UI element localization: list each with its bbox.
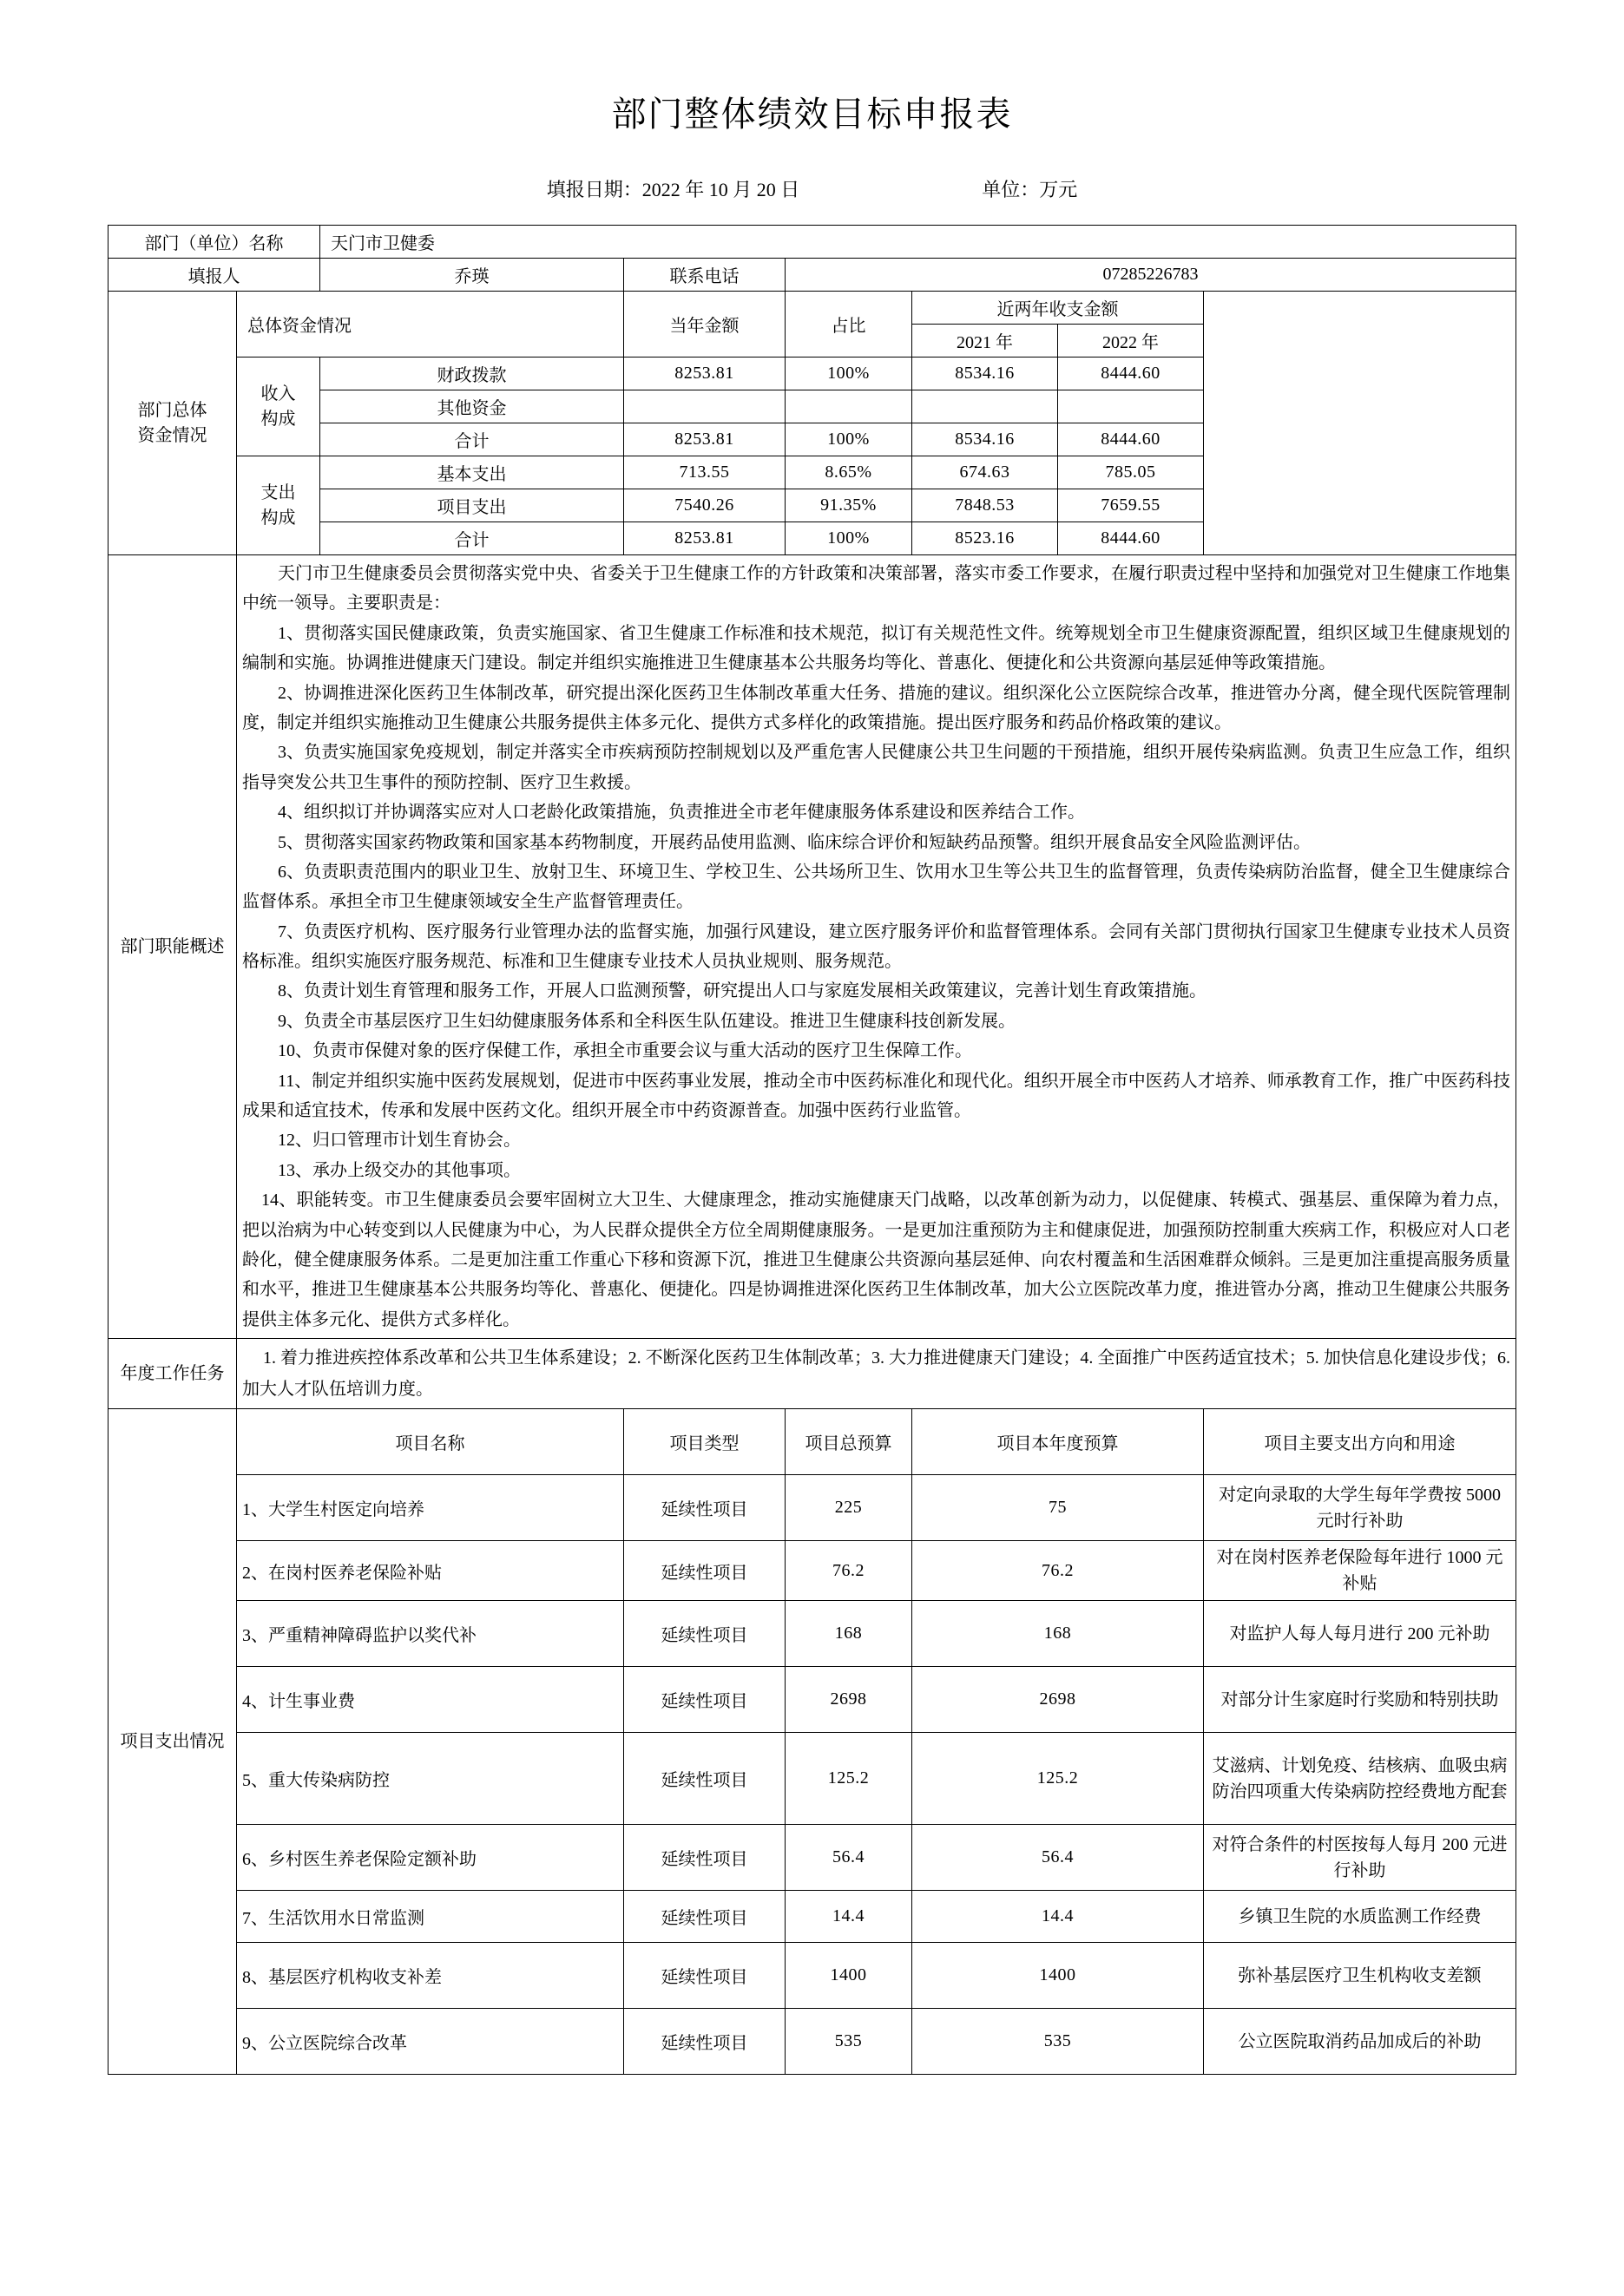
- col-ratio: 占比: [785, 292, 911, 358]
- project-total-budget: 56.4: [785, 1825, 911, 1891]
- project-total-budget: 2698: [785, 1667, 911, 1733]
- expense-row-name: 合计: [319, 522, 623, 555]
- project-purpose: 乡镇卫生院的水质监测工作经费: [1203, 1891, 1516, 1943]
- project-purpose: 公立医院取消药品加成后的补助: [1203, 2009, 1516, 2075]
- col-project-type: 项目类型: [623, 1409, 785, 1475]
- col-year-2022: 2022 年: [1057, 325, 1203, 358]
- amount-unit: 单位：万元: [982, 179, 1078, 200]
- project-year-budget: 76.2: [911, 1541, 1203, 1601]
- annual-tasks-text: 1. 着力推进疾控体系改革和公共卫生体系建设；2. 不断深化医药卫生体制改革；3. 大力推进健康天门建设；4. 全面推广中医药适宜技术；5. 加快信息化建设步伐；6. 加大人才队伍培训力度。: [241, 1348, 1511, 1400]
- project-name: 4、计生事业费: [236, 1667, 623, 1733]
- table-row: [108, 1601, 1516, 1667]
- project-total-budget: 14.4: [785, 1891, 911, 1943]
- project-name: 8、基层医疗机构收支补差: [236, 1943, 623, 2009]
- table-row-dept-name: [108, 226, 1516, 259]
- table-row: [108, 1475, 1516, 1541]
- project-purpose: 对在岗村医养老保险每年进行 1000 元补贴: [1203, 1541, 1516, 1601]
- project-type: 延续性项目: [623, 1475, 785, 1541]
- duties-paragraph: 1、贯彻落实国民健康政策，负责实施国家、省卫生健康工作标准和技术规范，拟订有关规范性文件。统筹规划全市卫生健康资源配置，组织区域卫生健康规划的编制和实施。协调推进健康天门建设。制定并组织实施推进卫生健康基本公共服务均等化、普惠化、便捷化和公共资源向基层延伸等政策措施。: [241, 623, 1511, 673]
- project-year-budget: 125.2: [911, 1733, 1203, 1825]
- income-label-line2: 构成: [260, 409, 296, 429]
- project-total-budget: 535: [785, 2009, 911, 2075]
- col-year-budget: 项目本年度预算: [911, 1409, 1203, 1475]
- duties-content: [236, 555, 1516, 1339]
- annual-tasks-label: 年度工作任务: [108, 1339, 236, 1409]
- duties-paragraph: 11、制定并组织实施中医药发展规划，促进市中医药事业发展，推动全市中医药标准化和现代化。组织开展全市中医药人才培养、师承教育工作，推广中医药科技成果和适宜技术，传承和发展中医药文化。组织开展全市中药资源普查。加强中医药行业监管。: [241, 1071, 1511, 1121]
- project-name: 9、公立医院综合改革: [236, 2009, 623, 2075]
- project-year-budget: 14.4: [911, 1891, 1203, 1943]
- income-row-2021: 8534.16: [911, 358, 1057, 390]
- funds-section-label-line2: 资金情况: [137, 425, 207, 445]
- project-name: 1、大学生村医定向培养: [236, 1475, 623, 1541]
- funds-section-label: [108, 292, 236, 555]
- table-row: [108, 1541, 1516, 1601]
- duties-paragraph: 7、负责医疗机构、医疗服务行业管理办法的监督实施，加强行风建设，建立医疗服务评价和监督管理体系。会同有关部门贯彻执行国家卫生健康专业技术人员资格标准。组织实施医疗服务规范、标准和卫生健康专业技术人员执业规则、服务规范。: [241, 922, 1511, 972]
- performance-form-table: [108, 225, 1516, 2075]
- table-row: [108, 1825, 1516, 1891]
- duties-paragraph: 10、负责市保健对象的医疗保健工作，承担全市重要会议与重大活动的医疗卫生保障工作。: [277, 1041, 972, 1061]
- expense-row-2021: 674.63: [911, 456, 1057, 489]
- expense-label-line1: 支出: [260, 482, 296, 502]
- project-type: 延续性项目: [623, 1825, 785, 1891]
- funds-section-label-line1: 部门总体: [137, 400, 207, 420]
- funds-spacer-cell: [1203, 292, 1516, 555]
- duties-paragraph: 12、归口管理市计划生育协会。: [277, 1131, 521, 1151]
- expense-row-2022: 8444.60: [1057, 522, 1203, 555]
- project-purpose: 对部分计生家庭时行奖励和特别扶助: [1203, 1667, 1516, 1733]
- project-type: 延续性项目: [623, 1733, 785, 1825]
- income-row-name: 合计: [319, 423, 623, 456]
- phone-value: 07285226783: [785, 259, 1516, 292]
- project-purpose: 对符合条件的村医按每人每月 200 元进行补助: [1203, 1825, 1516, 1891]
- table-row: [108, 2009, 1516, 2075]
- table-row-projects-header: [108, 1409, 1516, 1475]
- table-row-reporter: [108, 259, 1516, 292]
- income-row-ratio: [785, 390, 911, 423]
- page-title: 部门整体绩效目标申报表: [611, 95, 1013, 134]
- income-row-current: 8253.81: [623, 423, 785, 456]
- table-row: [108, 1667, 1516, 1733]
- expense-row-2022: 785.05: [1057, 456, 1203, 489]
- overall-funds-label: 总体资金情况: [236, 292, 623, 358]
- expense-row-current: 7540.26: [623, 489, 785, 522]
- expense-row-ratio: 91.35%: [785, 489, 911, 522]
- reporter-label: 填报人: [108, 259, 319, 292]
- duties-paragraph: 4、组织拟订并协调落实应对人口老龄化政策措施，负责推进全市老年健康服务体系建设和医养结合工作。: [277, 803, 1085, 823]
- expense-row-2021: 7848.53: [911, 489, 1057, 522]
- duties-label: 部门职能概述: [108, 555, 236, 1339]
- subtitle-row: [0, 175, 1624, 202]
- income-row-current: [623, 390, 785, 423]
- expense-label-line2: 构成: [260, 508, 296, 528]
- expense-row-name: 项目支出: [319, 489, 623, 522]
- project-type: 延续性项目: [623, 1601, 785, 1667]
- project-purpose: 对监护人每人每月进行 200 元补助: [1203, 1601, 1516, 1667]
- duties-paragraph: 天门市卫生健康委员会贯彻落实党中央、省委关于卫生健康工作的方针政策和决策部署，落实市委工作要求，在履行职责过程中坚持和加强党对卫生健康工作地集中统一领导。主要职责是：: [241, 564, 1511, 613]
- project-name: 7、生活饮用水日常监测: [236, 1891, 623, 1943]
- income-row-2021: [911, 390, 1057, 423]
- expense-row-name: 基本支出: [319, 456, 623, 489]
- project-total-budget: 1400: [785, 1943, 911, 2009]
- project-year-budget: 56.4: [911, 1825, 1203, 1891]
- col-year-2021: 2021 年: [911, 325, 1057, 358]
- expense-composition-label: [236, 456, 319, 555]
- project-type: 延续性项目: [623, 1667, 785, 1733]
- project-type: 延续性项目: [623, 1541, 785, 1601]
- expense-row-current: 713.55: [623, 456, 785, 489]
- income-row-ratio: 100%: [785, 423, 911, 456]
- expense-row-ratio: 8.65%: [785, 456, 911, 489]
- projects-label: 项目支出情况: [108, 1409, 236, 2075]
- project-name: 3、严重精神障碍监护以奖代补: [236, 1601, 623, 1667]
- col-purpose: 项目主要支出方向和用途: [1203, 1409, 1516, 1475]
- income-row-name: 财政拨款: [319, 358, 623, 390]
- duties-paragraph: 3、负责实施国家免疫规划，制定并落实全市疾病预防控制规划以及严重危害人民健康公共卫生问题的干预措施，组织开展传染病监测。负责卫生应急工作，组织指导突发公共卫生事件的预防控制、医疗卫生救援。: [241, 743, 1511, 792]
- duties-paragraph: 13、承办上级交办的其他事项。: [277, 1160, 521, 1180]
- income-label-line1: 收入: [260, 384, 296, 403]
- expense-row-ratio: 100%: [785, 522, 911, 555]
- project-year-budget: 75: [911, 1475, 1203, 1541]
- income-row-ratio: 100%: [785, 358, 911, 390]
- col-recent-two-years: 近两年收支金额: [911, 292, 1203, 325]
- project-total-budget: 225: [785, 1475, 911, 1541]
- project-type: 延续性项目: [623, 2009, 785, 2075]
- project-year-budget: 2698: [911, 1667, 1203, 1733]
- project-type: 延续性项目: [623, 1943, 785, 2009]
- income-row-2021: 8534.16: [911, 423, 1057, 456]
- income-composition-label: [236, 358, 319, 456]
- table-row: [108, 1733, 1516, 1825]
- income-row-current: 8253.81: [623, 358, 785, 390]
- col-total-budget: 项目总预算: [785, 1409, 911, 1475]
- income-row-2022: [1057, 390, 1203, 423]
- col-current-amount: 当年金额: [623, 292, 785, 358]
- expense-row-current: 8253.81: [623, 522, 785, 555]
- table-row-funds-header-1: [108, 292, 1516, 325]
- project-total-budget: 168: [785, 1601, 911, 1667]
- project-total-budget: 76.2: [785, 1541, 911, 1601]
- project-year-budget: 1400: [911, 1943, 1203, 2009]
- duties-paragraph: 6、负责职责范围内的职业卫生、放射卫生、环境卫生、学校卫生、公共场所卫生、饮用水卫生等公共卫生的监督管理，负责传染病防治监督，健全卫生健康综合监督体系。承担全市卫生健康领域安全生产监督管理责任。: [241, 862, 1511, 912]
- income-row-2022: 8444.60: [1057, 423, 1203, 456]
- project-purpose: 艾滋病、计划免疫、结核病、血吸虫病防治四项重大传染病防控经费地方配套: [1203, 1733, 1516, 1825]
- table-row-annual-tasks: [108, 1339, 1516, 1409]
- income-row-name: 其他资金: [319, 390, 623, 423]
- project-purpose: 对定向录取的大学生每年学费按 5000 元时行补助: [1203, 1475, 1516, 1541]
- project-name: 2、在岗村医养老保险补贴: [236, 1541, 623, 1601]
- table-row: [108, 1891, 1516, 1943]
- project-year-budget: 535: [911, 2009, 1203, 2075]
- duties-paragraph: 8、负责计划生育管理和服务工作，开展人口监测预警，研究提出人口与家庭发展相关政策建议，完善计划生育政策措施。: [277, 981, 1206, 1001]
- expense-row-2022: 7659.55: [1057, 489, 1203, 522]
- dept-name-value: 天门市卫健委: [319, 226, 1516, 259]
- duties-paragraph: 5、贯彻落实国家药物政策和国家基本药物制度，开展药品使用监测、临床综合评价和短缺药品预警。组织开展食品安全风险监测评估。: [277, 832, 1311, 852]
- project-type: 延续性项目: [623, 1891, 785, 1943]
- annual-tasks-content: [236, 1339, 1516, 1409]
- duties-paragraph: 14、职能转变。市卫生健康委员会要牢固树立大卫生、大健康理念，推动实施健康天门战略，以改革创新为动力，以促健康、转模式、强基层、重保障为着力点，把以治病为中心转变到以人民健康为中心，为人民群众提供全方位全周期健康服务。一是更加注重预防为主和健康促进，加强预防控制重大疾病工作，积极应对人口老龄化，健全健康服务体系。二是更加注重工作重心下移和资源下沉，推进卫生健康公共资源向基层延伸、向农村覆盖和生活困难群众倾斜。三是更加注重提高服务质量和水平，推进卫生健康基本公共服务均等化、普惠化、便捷化。四是协调推进深化医药卫生体制改革，加大公立医院改革力度，推进管办分离，推动卫生健康公共服务提供主体多元化、提供方式多样化。: [241, 1191, 1511, 1329]
- duties-paragraph: 9、负责全市基层医疗卫生妇幼健康服务体系和全科医生队伍建设。推进卫生健康科技创新发展。: [277, 1011, 1016, 1031]
- table-row: [108, 1943, 1516, 2009]
- report-date: 填报日期：2022 年 10 月 20 日: [546, 179, 800, 200]
- project-name: 6、乡村医生养老保险定额补助: [236, 1825, 623, 1891]
- dept-name-label: 部门（单位）名称: [108, 226, 319, 259]
- project-total-budget: 125.2: [785, 1733, 911, 1825]
- income-row-2022: 8444.60: [1057, 358, 1203, 390]
- project-purpose: 弥补基层医疗卫生机构收支差额: [1203, 1943, 1516, 2009]
- project-name: 5、重大传染病防控: [236, 1733, 623, 1825]
- phone-label: 联系电话: [623, 259, 785, 292]
- reporter-value: 乔瑛: [319, 259, 623, 292]
- duties-paragraph: 2、协调推进深化医药卫生体制改革，研究提出深化医药卫生体制改革重大任务、措施的建议。组织深化公立医院综合改革，推进管办分离，健全现代医院管理制度，制定并组织实施推动卫生健康公共服务提供主体多元化、提供方式多样化的政策措施。提出医疗服务和药品价格政策的建议。: [241, 683, 1511, 732]
- expense-row-2021: 8523.16: [911, 522, 1057, 555]
- project-year-budget: 168: [911, 1601, 1203, 1667]
- table-row-duties: [108, 555, 1516, 1339]
- col-project-name: 项目名称: [236, 1409, 623, 1475]
